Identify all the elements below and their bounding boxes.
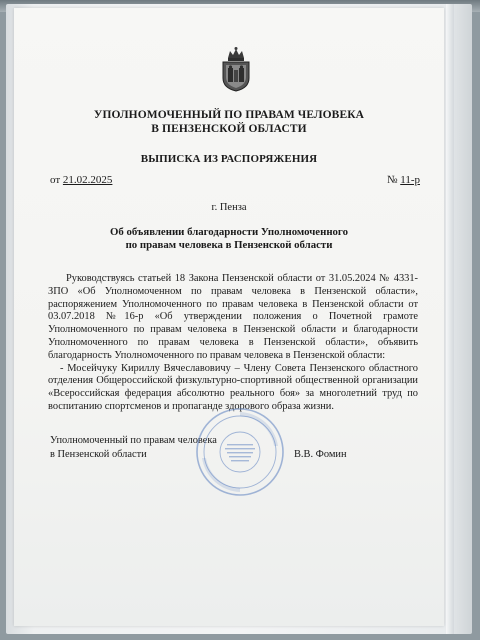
penza-coat-of-arms-icon: [219, 46, 253, 92]
document-number: [387, 174, 420, 186]
document-type-title: ВЫПИСКА ИЗ РАСПОРЯЖЕНИЯ: [140, 153, 318, 165]
subject-line2: по правам человека в Пензенской области: [125, 239, 333, 251]
signatory-name: В.В. Фомин: [294, 449, 347, 460]
authority-name-line2: В ПЕНЗЕНСКОЙ ОБЛАСТИ: [151, 123, 307, 135]
date-prefix: от: [50, 174, 61, 186]
number-prefix: №: [386, 174, 398, 186]
official-stamp: [194, 406, 286, 498]
date-value: 21.02.2025: [62, 174, 113, 186]
sleeve-edge: [446, 4, 454, 634]
order-body: [48, 273, 418, 414]
signatory-title-line1: Уполномоченный по правам человека: [50, 435, 217, 446]
document-page: [14, 8, 444, 626]
date-number-row: [50, 174, 420, 190]
number-value: 11-р: [400, 174, 420, 186]
order-paragraph: Руководствуясь статьей 18 Закона Пензенской области от 31.05.2024 № 4331-ЗПО «Об Уполномоченном по правам человека в Пензенской области», распоряжением Уполномоченного по правам человека в Пензенской области от 03.07.2018 №16-р «Об утверждении положения о Почетной грамоте Уполномоченного по правам человека в Пензенской области и благодарности Уполномоченного по правам человека в Пензенской области», объявить благодарность Уполномоченного по правам человека в Пензенской области:: [48, 273, 418, 361]
awardee-item: - Мосейчуку Кириллу Вячеславовичу – Члену Совета Пензенского областного отделения Общероссийской физкультурно-спортивной общественной организации «Всероссийская федерация абсолютно реального боя» за многолетний труд по воспитанию спортсменов и пропаганде здорового образа жизни.: [48, 362, 418, 412]
signatory-title-line2: в Пензенской области: [50, 449, 147, 460]
document-date: [50, 174, 112, 186]
authority-name-line1: УПОЛНОМОЧЕННЫЙ ПО ПРАВАМ ЧЕЛОВЕКА: [93, 109, 365, 121]
subject-line1: Об объявлении благодарности Уполномоченного: [110, 226, 348, 238]
city-label: г. Пенза: [211, 202, 247, 213]
